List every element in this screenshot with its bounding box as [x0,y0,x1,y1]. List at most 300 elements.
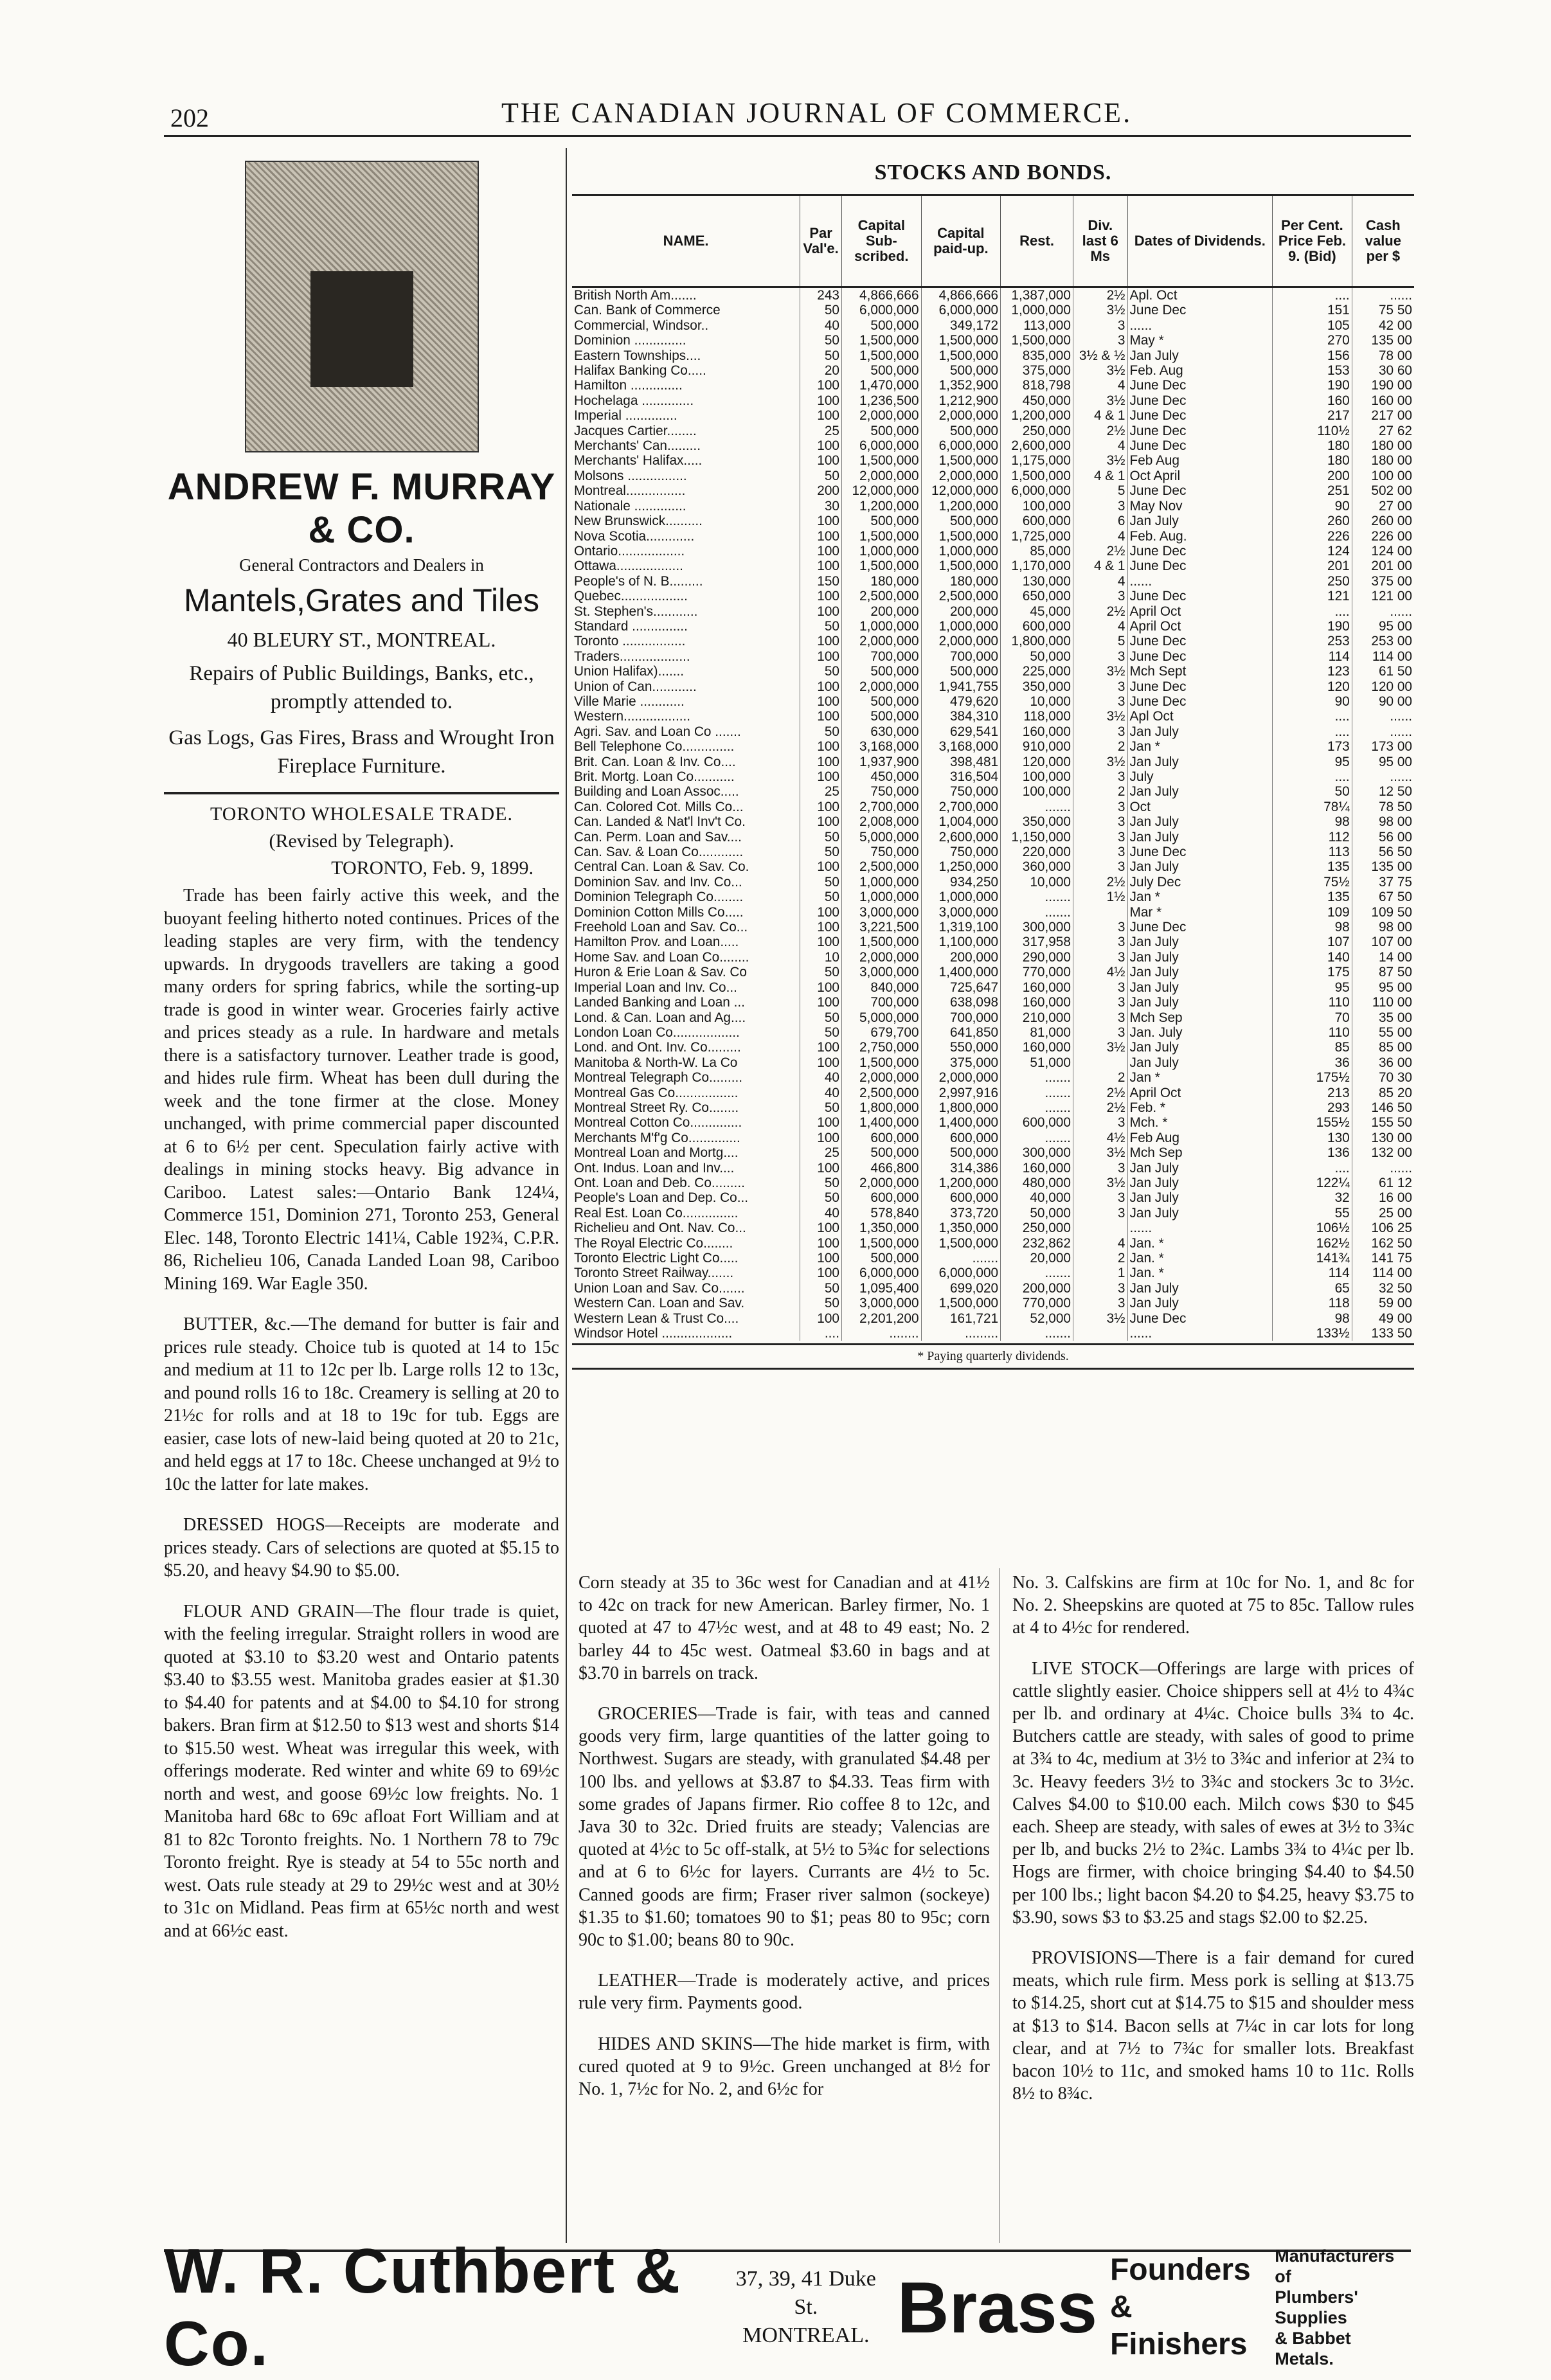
stock-cell: Mch Sep [1127,1145,1273,1160]
stocks-row [572,724,1414,739]
stock-cell: 1,000,000 [921,619,1001,634]
stock-cell: 375,000 [1001,363,1073,378]
stock-cell: 98 00 [1352,920,1414,935]
stock-cell: 121 00 [1352,589,1414,604]
stock-cell: 200 [800,483,842,498]
stock-cell: 2,000,000 [921,1070,1001,1085]
stock-name: Molsons ................ [574,468,687,483]
stock-cell: 6,000,000 [921,1266,1001,1280]
stocks-row [572,814,1414,829]
stock-cell: 1,387,000 [1001,287,1073,303]
stock-cell: Jan July [1127,1161,1273,1176]
stock-cell: ...... [1352,709,1414,724]
trade-subtitle: (Revised by Telegraph). [269,830,454,852]
stock-cell: 146 50 [1352,1100,1414,1115]
stock-cell: 4 [1073,1236,1127,1251]
stock-cell: 50 [800,1176,842,1190]
stocks-row [572,333,1414,348]
stock-cell: 1,236,500 [842,393,922,408]
stock-cell: Mar * [1127,905,1273,920]
stock-name: Union Halifax)....... [574,664,685,679]
stock-name: Central Can. Loan & Sav. Co. [574,859,749,875]
stock-cell: 2,700,000 [921,800,1001,814]
stock-cell: 50 [800,875,842,890]
stock-cell: 6,000,000 [921,438,1001,453]
stock-cell: 600,000 [842,1190,922,1205]
stock-cell: 100 [800,589,842,604]
stocks-section [572,161,1414,1370]
stock-cell: 75 50 [1352,303,1414,318]
stock-cell: 114 00 [1352,649,1414,664]
stock-cell: 25 [800,1145,842,1160]
stock-cell: June Dec [1127,393,1273,408]
stock-cell: 1,500,000 [921,559,1001,573]
stock-cell: 3 [1073,830,1127,845]
stock-cell: 6,000,000 [842,303,922,318]
stocks-row [572,408,1414,423]
stock-cell: ....... [1001,890,1073,904]
trade-paragraph-general: Trade has been fairly active this week, and the buoyant feeling hitherto noted continues. Prices of the leading staples are very firm, with the tendency upwards. In drygoods travellers are taking a good many orders for spring fabrics, while the sorting-up trade is good in winter wear. Groceries fairly active and prices steady as a rule. In hardware and metals there is a satisfactory turnover. Leather trade is good, and hides rule firm. Wheat has been dull during the week and the tone firmer at the close. Money unchanged, with prime commercial paper discounted at 6 to 6½ per cent. Speculation fairly active with dealings in mining stocks heavy. Big advance in Cariboo. Latest sales:—Ontario Bank 124¼, Commerce 151, Dominion 271, Toronto 253, General Elec. 148, Toronto Electric 141¼, Cable 192¾, C.P.R. 86, Richelieu 106, Canada Landed Loan 98, Cariboo Mining 169. War Eagle 350. [164,886,559,1294]
stock-name: Lond. & Can. Loan and Ag.... [574,1010,746,1025]
stock-cell: June Dec [1127,483,1273,498]
stock-cell: 98 [1273,1311,1352,1326]
stock-name: Dominion Telegraph Co........ [574,890,744,905]
stocks-row [572,1145,1414,1160]
stock-cell: 835,000 [1001,348,1073,363]
stock-cell: 500,000 [842,1251,922,1266]
stock-cell: 3 [1073,589,1127,604]
stock-cell: 110½ [1273,424,1352,438]
stock-cell: 1,350,000 [842,1221,922,1235]
stock-cell: 100 [800,1266,842,1280]
journal-title: THE CANADIAN JOURNAL OF COMMERCE. [501,97,1133,129]
stock-cell: 100 [800,1055,842,1070]
stock-cell: 2 [1073,1070,1127,1085]
stock-cell: 160,000 [1001,724,1073,739]
stocks-row [572,905,1414,920]
stock-cell: May * [1127,333,1273,348]
stock-name: Nationale .............. [574,498,686,514]
stock-cell: 500,000 [921,1145,1001,1160]
stock-cell: Jan July [1127,784,1273,799]
stocks-row [572,1131,1414,1145]
stock-cell: 118,000 [1001,709,1073,724]
stock-cell: 114 [1273,649,1352,664]
stock-cell: 360,000 [1001,859,1073,874]
stock-cell: .... [1273,1161,1352,1176]
stock-cell: 650,000 [1001,589,1073,604]
manufacturers-line-3: & Babbet Metals. [1275,2329,1351,2368]
stock-cell: 56 50 [1352,845,1414,859]
stock-cell: 136 [1273,1145,1352,1160]
stock-name: Eastern Townships.... [574,348,701,363]
stock-cell: 50,000 [1001,649,1073,664]
stock-name: Standard ............... [574,618,688,634]
stock-cell: 124 [1273,544,1352,559]
stocks-header-cell: Par Val'e. [800,195,842,287]
stock-cell: 934,250 [921,875,1001,890]
stock-cell: July Dec [1127,875,1273,890]
stock-cell: 50 [800,664,842,679]
stock-name: Dominion Cotton Mills Co..... [574,904,744,920]
stock-cell: 1,500,000 [921,453,1001,468]
stock-cell: 251 [1273,483,1352,498]
stock-cell: 140 [1273,950,1352,965]
stock-cell: 123 [1273,664,1352,679]
stock-cell: 350,000 [1001,814,1073,829]
stock-cell: 61 50 [1352,664,1414,679]
stock-cell: 679,700 [842,1025,922,1040]
cuthbert-address [734,2265,878,2350]
stock-cell: ...... [1352,287,1414,303]
stock-cell: 2½ [1073,287,1127,303]
stock-cell: 40 [800,1070,842,1085]
stock-cell: 1,725,000 [1001,529,1073,544]
stock-cell: April Oct [1127,1086,1273,1100]
stock-cell: 95 00 [1352,619,1414,634]
stock-cell: 3½ [1073,664,1127,679]
stock-cell: 1,500,000 [1001,333,1073,348]
stocks-row [572,875,1414,890]
stock-cell: 2,500,000 [842,859,922,874]
stock-cell: 85 00 [1352,1040,1414,1055]
stock-cell: 226 00 [1352,529,1414,544]
advertiser-gas: Gas Logs, Gas Fires, Brass and Wrought Iron Fireplace Furniture. [168,726,555,778]
stock-name: Ont. Indus. Loan and Inv.... [574,1160,735,1176]
stock-cell: June Dec [1127,408,1273,423]
stock-cell: 100 [800,1161,842,1176]
stock-cell: 3 [1073,649,1127,664]
stocks-row [572,845,1414,859]
stock-cell: 1,000,000 [921,890,1001,904]
advertiser-tagline: General Contractors and Dealers in [239,555,484,575]
stock-cell: 100,000 [1001,784,1073,799]
stock-cell: 50 [800,1010,842,1025]
stock-cell: 100 [800,800,842,814]
stocks-row [572,1070,1414,1085]
stock-cell: 100 [800,709,842,724]
stock-cell: 1,500,000 [921,333,1001,348]
stocks-row [572,784,1414,799]
stock-cell: 1,200,000 [921,499,1001,514]
stock-cell: 106 25 [1352,1221,1414,1235]
stock-name: Toronto Electric Light Co..... [574,1251,739,1266]
stock-cell: 253 [1273,634,1352,649]
stock-cell: 700,000 [921,649,1001,664]
stock-cell: 3½ [1073,1145,1127,1160]
stock-cell: 1,470,000 [842,378,922,393]
stock-cell: ...... [1127,318,1273,333]
stock-cell: 3½ [1073,363,1127,378]
stocks-row [572,1296,1414,1311]
stock-cell: 1,004,000 [921,814,1001,829]
stock-cell: 3 [1073,499,1127,514]
stock-cell: 100 [800,649,842,664]
stock-cell: 30 60 [1352,363,1414,378]
stock-cell: ....... [1001,800,1073,814]
stock-cell: 2 [1073,739,1127,754]
stocks-row [572,920,1414,935]
stock-name: Ville Marie ............ [574,693,685,709]
stock-cell: 450,000 [1001,393,1073,408]
stock-cell: 3,168,000 [921,739,1001,754]
stocks-row [572,619,1414,634]
stock-cell: Jan July [1127,995,1273,1010]
stock-cell: 100 [800,679,842,694]
stock-cell: ...... [1352,769,1414,784]
stock-cell: 32 50 [1352,1281,1414,1296]
stock-cell: 3 [1073,769,1127,784]
stock-cell: 180,000 [842,574,922,589]
stock-cell: 2,000,000 [921,408,1001,423]
stock-cell: 100 [800,544,842,559]
stock-cell [1073,1221,1127,1235]
stock-cell: 180 [1273,438,1352,453]
stock-cell: 121 [1273,589,1352,604]
stocks-row [572,1251,1414,1266]
stock-cell: 118 [1273,1296,1352,1311]
stocks-row [572,499,1414,514]
stocks-row [572,1176,1414,1190]
stock-cell: 1,000,000 [842,544,922,559]
stock-cell: 10,000 [1001,875,1073,890]
stock-cell: 699,020 [921,1281,1001,1296]
stock-cell: 226 [1273,529,1352,544]
stock-name: Landed Banking and Loan ... [574,995,745,1010]
stock-cell: 130 00 [1352,1131,1414,1145]
stock-cell: 100 [800,755,842,769]
stock-name: Merchants M'f'g Co.............. [574,1130,740,1145]
stock-cell: 55 00 [1352,1025,1414,1040]
stocks-row [572,950,1414,965]
stock-cell: 4 [1073,529,1127,544]
stock-cell: 75½ [1273,875,1352,890]
stocks-row [572,589,1414,604]
stock-cell: ....... [1001,1086,1073,1100]
stock-cell: 750,000 [842,845,922,859]
stocks-footnote: * Paying quarterly dividends. [572,1343,1414,1370]
stock-cell: Jan July [1127,1296,1273,1311]
stock-cell: 638,098 [921,995,1001,1010]
stock-cell: 2,600,000 [921,830,1001,845]
stock-cell: 1,500,000 [842,333,922,348]
stock-cell: 300,000 [1001,920,1073,935]
stock-cell: 107 00 [1352,935,1414,949]
stock-cell: 100 [800,739,842,754]
stocks-row [572,995,1414,1010]
stocks-title: STOCKS AND BONDS. [874,161,1112,184]
stock-cell: 700,000 [842,995,922,1010]
stock-cell: 500,000 [842,514,922,528]
stock-cell: 220,000 [1001,845,1073,859]
stock-cell: 4 [1073,619,1127,634]
stock-cell: 2½ [1073,1100,1127,1115]
stocks-row [572,393,1414,408]
trade-paragraph-corn: Corn steady at 35 to 36c west for Canadian and at 41½ to 42c on track for new American. Barley firmer, No. 1 quoted at 47 to 47½c west, and at 48 to 49 east; No. 2 barley 44 to 45c west. Oatmeal $3.60 in bags and at $3.70 in barrels on track. [578,1573,990,1683]
cuthbert-city: MONTREAL. [742,2323,870,2347]
stock-cell: 85 20 [1352,1086,1414,1100]
stock-cell: 10,000 [1001,694,1073,709]
stock-cell: 500,000 [921,424,1001,438]
stock-cell: 190 [1273,378,1352,393]
advertiser-products: Mantels,Grates and Tiles [183,582,540,618]
stock-name: Ontario.................. [574,543,685,559]
stock-cell: 317,958 [1001,935,1073,949]
stock-cell: 1,200,000 [921,1176,1001,1190]
stock-cell: 40 [800,318,842,333]
stock-name: Freehold Loan and Sav. Co... [574,920,748,935]
stocks-row [572,348,1414,363]
stock-cell: 1,352,900 [921,378,1001,393]
stock-cell: 200,000 [842,604,922,619]
stock-cell: 180 00 [1352,453,1414,468]
stock-cell: 2,000,000 [921,634,1001,649]
stock-cell: 114 00 [1352,1266,1414,1280]
brass-word: Brass [897,2267,1097,2348]
stock-name: London Loan Co.................. [574,1024,740,1040]
stocks-row [572,1010,1414,1025]
founders-block [1110,2251,1255,2363]
stock-cell: Jan * [1127,1070,1273,1085]
stock-name: Montreal Cotton Co.............. [574,1115,742,1131]
stock-name: Lond. and Ont. Inv. Co......... [574,1040,741,1055]
stock-cell: 3 [1073,1281,1127,1296]
stock-cell: 398,481 [921,755,1001,769]
stocks-row [572,634,1414,649]
stock-name: Toronto ................. [574,634,686,649]
stock-cell: 840,000 [842,980,922,995]
stock-cell: 100 [800,438,842,453]
stocks-row [572,529,1414,544]
stock-cell: 1,800,000 [1001,634,1073,649]
founders-text: Founders & [1109,2253,1251,2324]
stock-name: Hamilton Prov. and Loan..... [574,935,739,950]
stock-cell: June Dec [1127,303,1273,318]
stock-cell: 1,500,000 [921,348,1001,363]
stock-cell: 600,000 [1001,1115,1073,1130]
stocks-body [572,287,1414,1341]
stock-cell: 100 [800,1236,842,1251]
stock-cell: Apl Oct [1127,709,1273,724]
stock-cell: ....... [1001,1266,1073,1280]
stock-cell: June Dec [1127,694,1273,709]
stock-cell: 135 [1273,859,1352,874]
stock-cell: 98 [1273,920,1352,935]
stock-cell: 3½ [1073,755,1127,769]
stock-cell: 213 [1273,1086,1352,1100]
header-rule [164,135,1411,137]
stock-cell: Jan July [1127,1206,1273,1221]
stock-cell: 50 [800,845,842,859]
stock-cell: 2,500,000 [842,589,922,604]
stock-cell: 1,500,000 [842,529,922,544]
left-column [164,161,559,1960]
stock-cell: 100 [800,453,842,468]
trade-paragraph-flour: FLOUR AND GRAIN—The flour trade is quiet, with the feeling irregular. Straight rollers in wood are quoted at $3.10 to $3.20 west and Ontario patents $3.40 to $3.55 west. Manitoba grades easier at $1.30 to $4.40 for patents and at $4.00 to $4.10 for strong bakers. Bran firm at $12.50 to $13 west and shorts $14 to $15.50 west. Wheat was irregular this week, with offerings moderate. Red winter and white 69 to 69½c north and west, and goose 69½c low freights. No. 1 Manitoba hard 68c to 69c afloat Fort William and at 81 to 82c Toronto freights. No. 1 Northern 78 to 79c Toronto freight. Rye is steady at 54 to 55c north and west. Oats rule steady at 29 to 29½c west and at 30½ to 31c on Midland. Peas firm at 65½c north and west and at 66½c east. [164,1601,559,1941]
stock-cell: 3 [1073,333,1127,348]
stock-cell: 1,400,000 [921,1115,1001,1130]
stock-cell: 1,319,100 [921,920,1001,935]
stock-cell: 500,000 [842,1145,922,1160]
stock-cell: May Nov [1127,499,1273,514]
cuthbert-name: W. R. Cuthbert & Co. [164,2235,682,2379]
trade-paragraph-provisions: PROVISIONS—There is a fair demand for cured meats, which rule firm. Mess pork is selling at $13.75 to $14.25, short cut at $14.75 to $15 and shoulder mess at $13 to $14. Bacon sells at 7¼c in car lots for long clear, and at 7½ to 7¾c for smaller lots. Breakfast bacon 10½ to 11c, and smoked hams 10 to 11c. Rolls 8½ to 8¾c. [1012,1948,1414,2104]
stock-cell: 500,000 [842,664,922,679]
stock-cell: 100 [800,920,842,935]
stock-name: Ottawa.................. [574,559,683,574]
stock-cell: 16 00 [1352,1190,1414,1205]
stock-cell: 3 [1073,318,1127,333]
stock-cell: 3 [1073,1161,1127,1176]
stock-cell: 50 [800,1100,842,1115]
section-rule [164,792,559,794]
stock-cell: 160,000 [1001,980,1073,995]
stocks-header-cell: Dates of Dividends. [1127,195,1273,287]
stock-cell: 151 [1273,303,1352,318]
stocks-header-cell: Rest. [1001,195,1073,287]
fireplace-opening [310,271,413,387]
stock-cell: 78 50 [1352,800,1414,814]
stock-cell: Jan. * [1127,1251,1273,1266]
stock-cell: .... [1273,287,1352,303]
stock-cell: 12 50 [1352,784,1414,799]
stocks-row [572,544,1414,559]
stock-cell: 25 [800,424,842,438]
stocks-header-cell: Capital Sub-scribed. [842,195,922,287]
stock-cell: Jan July [1127,814,1273,829]
finishers-text: Finishers [1109,2327,1248,2361]
stock-cell: 316,504 [921,769,1001,784]
stock-cell: 1,150,000 [1001,830,1073,845]
stock-cell: 3 [1073,1296,1127,1311]
stock-cell: 3,000,000 [842,965,922,980]
stock-cell: 98 00 [1352,814,1414,829]
stock-cell: 2,500,000 [921,589,1001,604]
stock-cell: 466,800 [842,1161,922,1176]
stock-cell: 500,000 [921,664,1001,679]
stock-cell: 50 [800,965,842,980]
stock-cell: 100 [800,634,842,649]
stock-cell: 20 [800,363,842,378]
stock-name: Toronto Street Railway....... [574,1266,734,1281]
stocks-row [572,830,1414,845]
stock-cell: 1½ [1073,890,1127,904]
stock-cell: 109 50 [1352,905,1414,920]
stocks-row [572,1206,1414,1221]
stocks-row [572,1326,1414,1341]
stock-cell: 3 [1073,1010,1127,1025]
stock-cell: 160,000 [1001,1040,1073,1055]
stock-cell: June Dec [1127,1311,1273,1326]
stock-cell: 55 [1273,1206,1352,1221]
stock-cell: 100 [800,604,842,619]
stocks-row [572,709,1414,724]
stock-cell: 70 [1273,1010,1352,1025]
stock-cell: 4½ [1073,965,1127,980]
stock-cell: 2 [1073,1251,1127,1266]
stock-cell: 201 00 [1352,559,1414,573]
stock-cell: .... [1273,724,1352,739]
stock-cell: 3 [1073,679,1127,694]
stock-name: Manitoba & North-W. La Co [574,1055,738,1070]
stock-cell: ....... [1001,1100,1073,1115]
stocks-row [572,1281,1414,1296]
stock-cell: 578,840 [842,1206,922,1221]
stock-cell: Jan July [1127,859,1273,874]
stock-cell: 5,000,000 [842,1010,922,1025]
stock-cell: 3 [1073,724,1127,739]
page-number: 202 [170,103,209,132]
